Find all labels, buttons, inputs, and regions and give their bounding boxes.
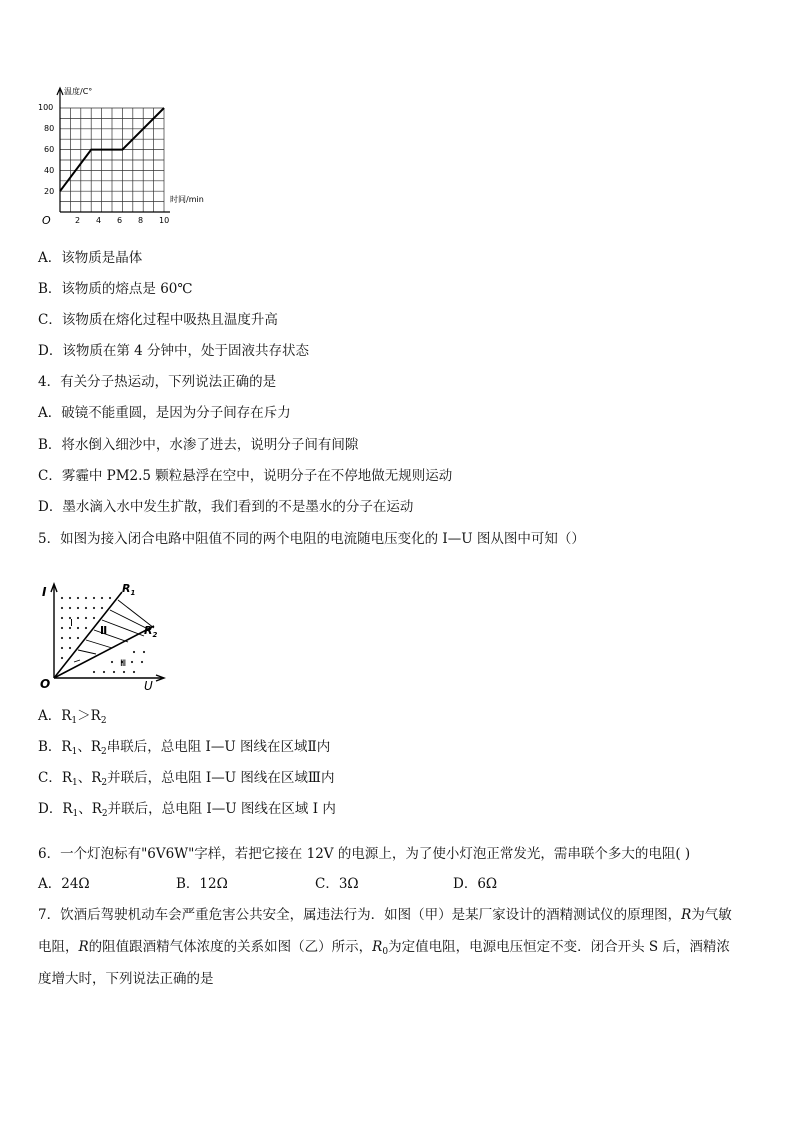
x-tick-8: 8 <box>138 216 144 225</box>
y-tick-60: 60 <box>44 145 55 154</box>
region-2-hatching <box>74 600 154 662</box>
origin-label: O <box>40 677 51 691</box>
q7-line-2: 电阻，R的阻值跟酒精气体浓度的关系如图（乙）所示，$R_0$为定值电阻，电源电压恒定不变．闭合开头 S 后，酒精浓 <box>38 939 730 957</box>
r1-line <box>54 592 122 678</box>
i-axis-label: I <box>42 585 47 599</box>
q3-option-a: A．该物质是晶体 <box>38 250 143 266</box>
q3-option-c: C．该物质在熔化过程中吸热且温度升高 <box>38 312 278 328</box>
y-tick-100: 100 <box>38 103 54 112</box>
y-axis-label: 温度/C° <box>64 87 93 96</box>
y-tick-80: 80 <box>44 124 55 133</box>
temperature-time-graph <box>30 82 230 232</box>
q5-stem: 5．如图为接入闭合电路中阻值不同的两个电阻的电流随电压变化的 I—U 图从图中可知（） <box>38 531 585 547</box>
q5-option-b: B．$R_1$、$R_2$串联后，总电阻 I—U 图线在区域Ⅱ内 <box>38 739 331 757</box>
q6-option-a: A．24Ω <box>38 876 90 892</box>
q4-option-a: A．破镜不能重圆，是因为分子间存在斥力 <box>38 405 291 421</box>
q4-option-c: C．雾霾中 PM2.5 颗粒悬浮在空中，说明分子在不停地做无规则运动 <box>38 468 453 484</box>
region-1-label: Ⅰ <box>70 618 73 629</box>
q3-option-d: D．该物质在第 4 分钟中，处于固液共存状态 <box>38 343 309 359</box>
x-tick-2: 2 <box>75 216 81 225</box>
x-axis-label: 时间/min <box>170 195 204 204</box>
q4-option-b: B．将水倒入细沙中，水渗了进去，说明分子间有间隙 <box>38 437 359 453</box>
region-3-label: Ⅲ <box>120 659 127 669</box>
q6-option-b: B．12Ω <box>176 876 228 892</box>
q7-line-3: 度增大时，下列说法正确的是 <box>38 971 214 987</box>
y-tick-40: 40 <box>44 166 55 175</box>
r1-label: $R_1$ <box>122 582 136 597</box>
y-tick-20: 20 <box>44 187 55 196</box>
x-tick-10: 10 <box>159 216 170 225</box>
q5-option-d: D．$R_1$、$R_2$并联后，总电阻 I—U 图线在区域 I 内 <box>38 801 336 819</box>
q6-option-d: D．6Ω <box>453 876 498 892</box>
q3-option-b: B．该物质的熔点是 60℃ <box>38 281 193 297</box>
origin-label: O <box>42 214 51 227</box>
q6-option-c: C．3Ω <box>315 876 359 892</box>
q4-option-d: D．墨水滴入水中发生扩散，我们看到的不是墨水的分子在运动 <box>38 499 414 515</box>
q6-stem: 6．一个灯泡标有"6V6W"字样，若把它接在 12V 的电源上，为了使小灯泡正常发光，需串联个多大的电阻( ) <box>38 846 691 862</box>
u-axis-label: U <box>144 679 153 692</box>
q5-option-a: A．$R_1>R_2$ <box>38 708 107 726</box>
x-tick-4: 4 <box>96 216 102 225</box>
region-2-label: Ⅱ <box>100 624 108 637</box>
q4-stem: 4．有关分子热运动，下列说法正确的是 <box>38 374 277 390</box>
r2-label: $R_2$ <box>144 624 158 639</box>
q7-line-1: 7．饮酒后驾驶机动车会严重危害公共安全，属违法行为．如图（甲）是某厂家设计的酒精测试仪的原理图，R为气敏 <box>38 907 732 923</box>
q5-option-c: C．$R_1$、$R_2$并联后，总电阻 I—U 图线在区域Ⅲ内 <box>38 770 335 788</box>
x-tick-6: 6 <box>117 216 123 225</box>
iu-graph <box>34 578 174 692</box>
